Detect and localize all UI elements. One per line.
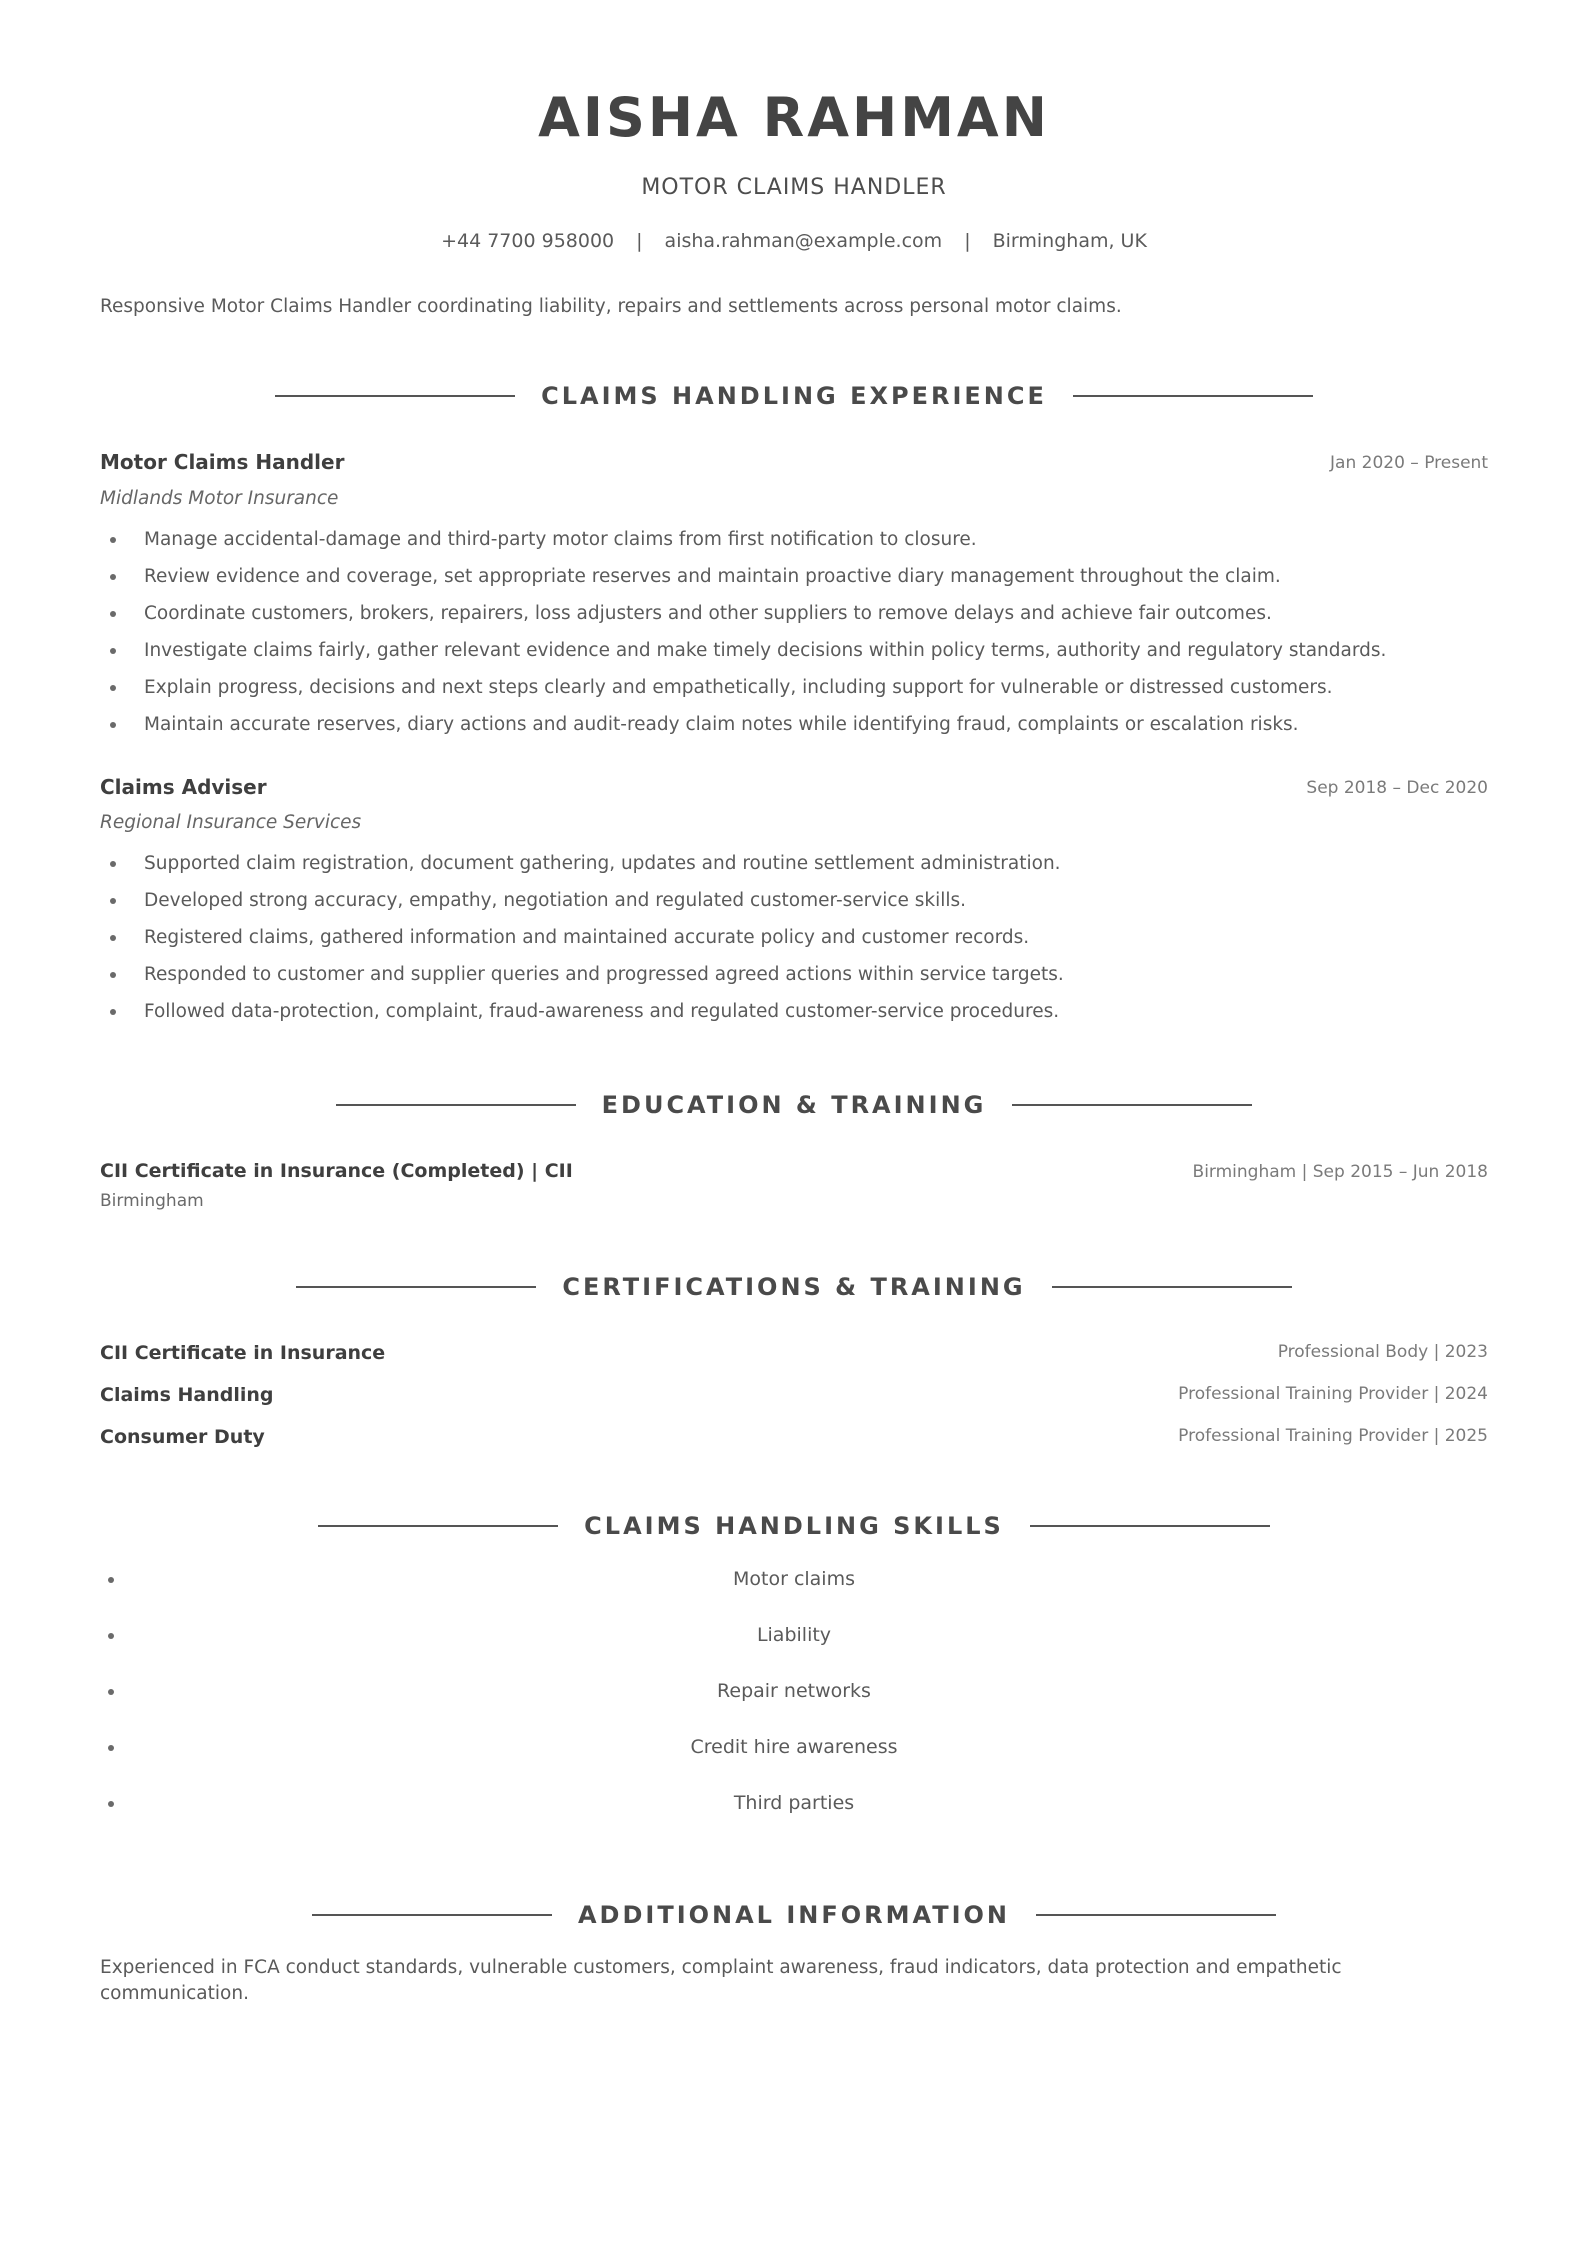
section-title: CLAIMS HANDLING EXPERIENCE [541, 382, 1047, 410]
skills-list [100, 1566, 1488, 1846]
list-item: Investigate claims fairly, gather relevant evidence and make timely decisions within policy terms, authority and regulatory standards. [100, 638, 1488, 675]
education-location-dates: Birmingham | Sep 2015 – Jun 2018 [1192, 1162, 1488, 1182]
job-title: Motor Claims Handler [100, 450, 345, 474]
list-item: Followed data-protection, complaint, fraud-awareness and regulated customer-service procedures. [100, 999, 1488, 1036]
company-name: Midlands Motor Insurance [100, 488, 339, 509]
section-heading-education [100, 1088, 1488, 1122]
certification-name: Claims Handling [100, 1384, 274, 1406]
phone-number: +44 7700 958000 [441, 230, 615, 252]
certification-row [100, 1382, 1488, 1412]
profile-summary: Responsive Motor Claims Handler coordinating liability, repairs and settlements across personal motor claims. [100, 296, 1122, 317]
location: Birmingham, UK [992, 230, 1147, 252]
job-bullets [100, 527, 1488, 749]
list-item: Developed strong accuracy, empathy, negotiation and regulated customer-service skills. [100, 888, 1488, 925]
skill-item: Credit hire awareness [100, 1734, 1488, 1790]
heading-rule [1030, 1525, 1270, 1527]
heading-rule [1073, 395, 1313, 397]
list-item: Supported claim registration, document gathering, updates and routine settlement administration. [100, 851, 1488, 888]
contact-line [100, 228, 1488, 254]
job-bullets [100, 851, 1488, 1036]
education-location: Birmingham [100, 1191, 204, 1211]
list-item: Responded to customer and supplier queries and progressed agreed actions within service targets. [100, 962, 1488, 999]
section-heading-certifications [100, 1270, 1488, 1304]
job-dates: Jan 2020 – Present [1330, 453, 1488, 473]
certification-meta: Professional Training Provider | 2025 [1178, 1426, 1488, 1446]
job-headline: MOTOR CLAIMS HANDLER [641, 175, 947, 200]
contact-separator: | [964, 230, 971, 252]
certification-meta: Professional Body | 2023 [1277, 1342, 1488, 1362]
list-item: Registered claims, gathered information and maintained accurate policy and customer records. [100, 925, 1488, 962]
heading-rule [1036, 1914, 1276, 1916]
heading-rule [336, 1104, 576, 1106]
list-item: Manage accidental-damage and third-party motor claims from first notification to closure. [100, 527, 1488, 564]
certification-name: CII Certificate in Insurance [100, 1342, 386, 1364]
job-title: Claims Adviser [100, 775, 267, 799]
skill-item: Liability [100, 1622, 1488, 1678]
email-address: aisha.rahman@example.com [664, 230, 943, 252]
skill-item: Repair networks [100, 1678, 1488, 1734]
certification-row [100, 1340, 1488, 1370]
section-heading-experience [100, 379, 1488, 413]
heading-rule [312, 1914, 552, 1916]
list-item: Coordinate customers, brokers, repairers, loss adjusters and other suppliers to remove delays and achieve fair outcomes. [100, 601, 1488, 638]
education-title: CII Certificate in Insurance (Completed) | CII [100, 1160, 573, 1182]
certification-name: Consumer Duty [100, 1426, 265, 1448]
heading-rule [1012, 1104, 1252, 1106]
skill-item: Motor claims [100, 1566, 1488, 1622]
company-name: Regional Insurance Services [100, 812, 362, 833]
heading-rule [296, 1286, 536, 1288]
section-heading-additional [100, 1898, 1488, 1932]
heading-rule [318, 1525, 558, 1527]
list-item: Explain progress, decisions and next steps clearly and empathetically, including support for vulnerable or distressed customers. [100, 675, 1488, 712]
contact-separator: | [636, 230, 643, 252]
heading-rule [275, 395, 515, 397]
job-dates: Sep 2018 – Dec 2020 [1306, 778, 1488, 798]
section-title: EDUCATION & TRAINING [601, 1091, 987, 1119]
section-title: ADDITIONAL INFORMATION [577, 1901, 1011, 1929]
list-item: Maintain accurate reserves, diary actions and audit-ready claim notes while identifying fraud, complaints or escalation risks. [100, 712, 1488, 749]
skill-item: Third parties [100, 1790, 1488, 1846]
certification-row [100, 1424, 1488, 1454]
additional-information: Experienced in FCA conduct standards, vulnerable customers, complaint awareness, fraud indicators, data protection and empathetic communication. [100, 1957, 1342, 2004]
section-title: CLAIMS HANDLING SKILLS [584, 1512, 1004, 1540]
list-item: Review evidence and coverage, set appropriate reserves and maintain proactive diary management throughout the claim. [100, 564, 1488, 601]
certification-meta: Professional Training Provider | 2024 [1178, 1384, 1488, 1404]
candidate-name: AISHA RAHMAN [538, 86, 1050, 149]
section-title: CERTIFICATIONS & TRAINING [562, 1273, 1026, 1301]
section-heading-skills [100, 1509, 1488, 1543]
heading-rule [1052, 1286, 1292, 1288]
